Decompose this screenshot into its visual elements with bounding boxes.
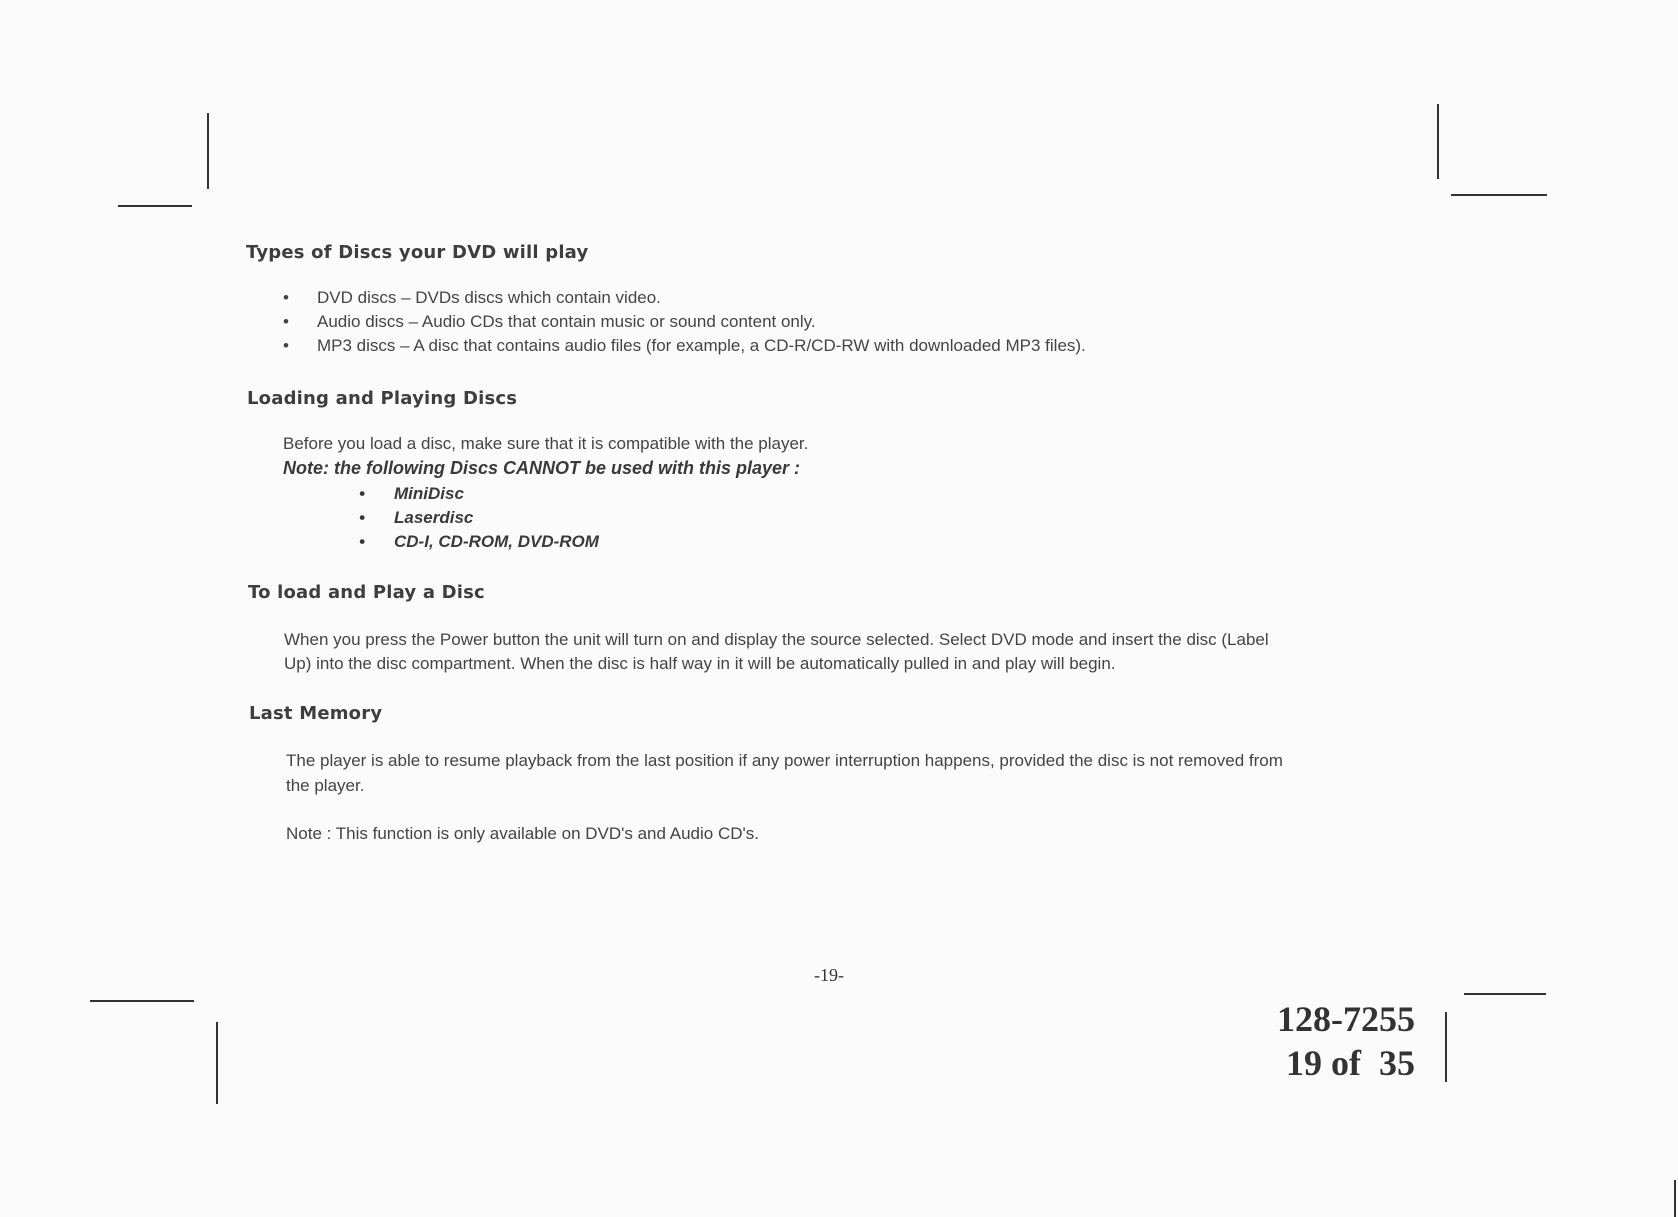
bullet-icon: • [359,508,365,527]
crop-mark-top-left-vertical [207,113,209,189]
crop-mark-bottom-left-horizontal [90,1000,194,1002]
list-item [283,310,1086,334]
bullet-icon: • [359,532,365,551]
list-item [359,530,599,554]
page-number: -19- [814,965,844,985]
list-item-text: MiniDisc [394,484,464,503]
page-of-total: 19 of 35 [1286,1043,1415,1083]
last-memory-text-line2: the player. [286,776,365,795]
document-id: 128-7255 [1277,999,1415,1039]
crop-mark-bottom-right-horizontal [1464,993,1546,995]
load-play-text-line1: When you press the Power button the unit will turn on and display the source selected. Select DVD mode and insert the disc (Label [284,630,1269,649]
last-memory-note: Note : This function is only available on DVD's and Audio CD's. [286,824,759,843]
crop-mark-top-right-vertical [1437,104,1439,179]
list-item-text: CD-I, CD-ROM, DVD-ROM [394,532,599,551]
heading-types-of-discs: Types of Discs your DVD will play [246,242,589,263]
list-item-text: MP3 discs – A disc that contains audio files (for example, a CD-R/CD-RW with downloaded MP3 files). [317,336,1086,355]
heading-loading-playing: Loading and Playing Discs [247,388,518,409]
bullet-icon: • [283,288,289,307]
bullet-icon: • [283,312,289,331]
crop-mark-bottom-right-vertical [1445,1012,1447,1082]
list-item [283,286,1086,310]
list-item [359,482,599,506]
list-item-text: DVD discs – DVDs discs which contain video. [317,288,661,307]
incompatible-discs-list [359,482,599,554]
heading-load-play-disc: To load and Play a Disc [248,582,485,603]
page-edge-mark [1674,1180,1676,1217]
crop-mark-bottom-left-vertical [216,1022,218,1104]
loading-intro: Before you load a disc, make sure that it is compatible with the player. [283,434,809,453]
list-item-text: Audio discs – Audio CDs that contain music or sound content only. [317,312,816,331]
crop-mark-top-left-horizontal [118,205,192,207]
list-item [359,506,599,530]
list-item [283,334,1086,358]
bullet-icon: • [283,336,289,355]
bullet-icon: • [359,484,365,503]
disc-types-list [283,286,1086,358]
incompatible-discs-note: Note: the following Discs CANNOT be used with this player : [283,458,801,478]
crop-mark-top-right-horizontal [1451,194,1547,196]
list-item-text: Laserdisc [394,508,474,527]
load-play-text-line2: Up) into the disc compartment. When the disc is half way in it will be automatically pulled in and play will begin. [284,654,1116,673]
heading-last-memory: Last Memory [249,703,383,724]
last-memory-text-line1: The player is able to resume playback from the last position if any power interruption happens, provided the disc is not removed from [286,751,1283,770]
